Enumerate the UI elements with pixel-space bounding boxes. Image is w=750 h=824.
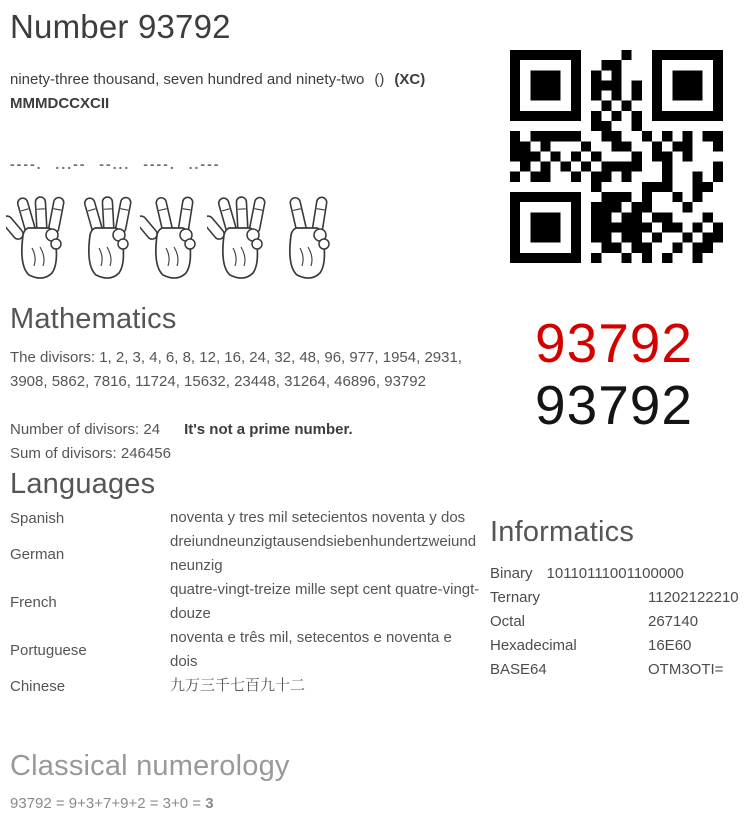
language-value: noventa y tres mil setecientos noventa y dos — [170, 509, 466, 526]
informatics-value: 267140 — [648, 613, 699, 630]
language-value: dreiundneunzigtausendsiebenhundertzweiundneunzig — [170, 533, 477, 574]
informatics-label: Hexadecimal — [490, 637, 577, 654]
language-label: French — [10, 593, 57, 611]
informatics-row-binary — [490, 562, 740, 586]
informatics-label: Binary — [490, 565, 533, 582]
qr-code — [510, 50, 723, 263]
hand-sign-icon-9 — [6, 190, 70, 282]
informatics-value: 16E60 — [648, 637, 692, 654]
numerology-equation — [10, 795, 214, 812]
informatics-table — [490, 562, 740, 682]
hand-sign-icon-7 — [140, 190, 204, 282]
informatics-label: Octal — [490, 613, 526, 630]
number-words-text: ninety-three thousand, seven hundred and ninety-two — [10, 71, 365, 88]
language-row-spanish — [10, 506, 480, 530]
informatics-row-octal — [490, 610, 740, 634]
language-row-german — [10, 530, 480, 578]
language-row-chinese — [10, 674, 480, 698]
language-label: Spanish — [10, 509, 65, 527]
number-black: 93792 — [535, 374, 693, 436]
divisor-count-line — [10, 421, 353, 438]
morse-code: ----. ...-- --... ----. ..--- — [10, 156, 221, 172]
divisor-sum-text: Sum of divisors: 246456 — [10, 445, 171, 462]
informatics-row-ternary — [490, 586, 740, 610]
divisors-text: The divisors: 1, 2, 3, 4, 6, 8, 12, 16, 24, 32, 48, 96, 977, 1954, 2931, 3908, 5862, 7816, 11724, 15632, 23448, 31264, 46896, 93792 — [10, 349, 462, 390]
divisor-count-text: Number of divisors: 24 — [10, 421, 161, 438]
roman-numeral: MMMDCCXCII — [10, 95, 110, 112]
roman-hundreds: (XC) — [394, 71, 426, 88]
language-label: German — [10, 545, 65, 563]
numerology-result: 3 — [205, 795, 214, 812]
hand-sign-icon-9 — [207, 190, 271, 282]
language-value: noventa e três mil, setecentos e noventa e dois — [170, 629, 452, 670]
informatics-row-hexadecimal — [490, 634, 740, 658]
number-red: 93792 — [535, 312, 693, 374]
number-in-words — [10, 68, 472, 116]
mathematics-heading: Mathematics — [10, 303, 177, 335]
informatics-value: OTM3OTI= — [648, 661, 724, 678]
hand-sign-row — [6, 190, 338, 282]
hand-sign-icon-3 — [73, 190, 137, 282]
informatics-heading: Informatics — [490, 516, 635, 548]
language-label: Chinese — [10, 677, 66, 695]
informatics-label: BASE64 — [490, 661, 547, 678]
language-label: Portuguese — [10, 641, 87, 659]
empty-parentheses: () — [374, 71, 385, 88]
languages-table — [10, 506, 480, 698]
prime-note: It's not a prime number. — [184, 421, 353, 438]
informatics-label: Ternary — [490, 589, 541, 606]
language-value: quatre-vingt-treize mille sept cent quatre-vingt-douze — [170, 581, 480, 622]
informatics-value: 10110111001100000 — [546, 565, 684, 582]
informatics-row-base64 — [490, 658, 740, 682]
hand-sign-icon-2 — [274, 190, 338, 282]
qr-code-svg — [510, 50, 723, 263]
informatics-value: 11202122210 — [648, 589, 739, 606]
numerology-equation-text: 93792 = 9+3+7+9+2 = 3+0 = — [10, 795, 206, 812]
language-row-french — [10, 578, 480, 626]
language-value: 九万三千七百九十二 — [170, 677, 306, 694]
language-row-portuguese — [10, 626, 480, 674]
page-title: Number 93792 — [10, 8, 231, 45]
numerology-heading: Classical numerology — [10, 750, 290, 782]
languages-heading: Languages — [10, 468, 156, 500]
